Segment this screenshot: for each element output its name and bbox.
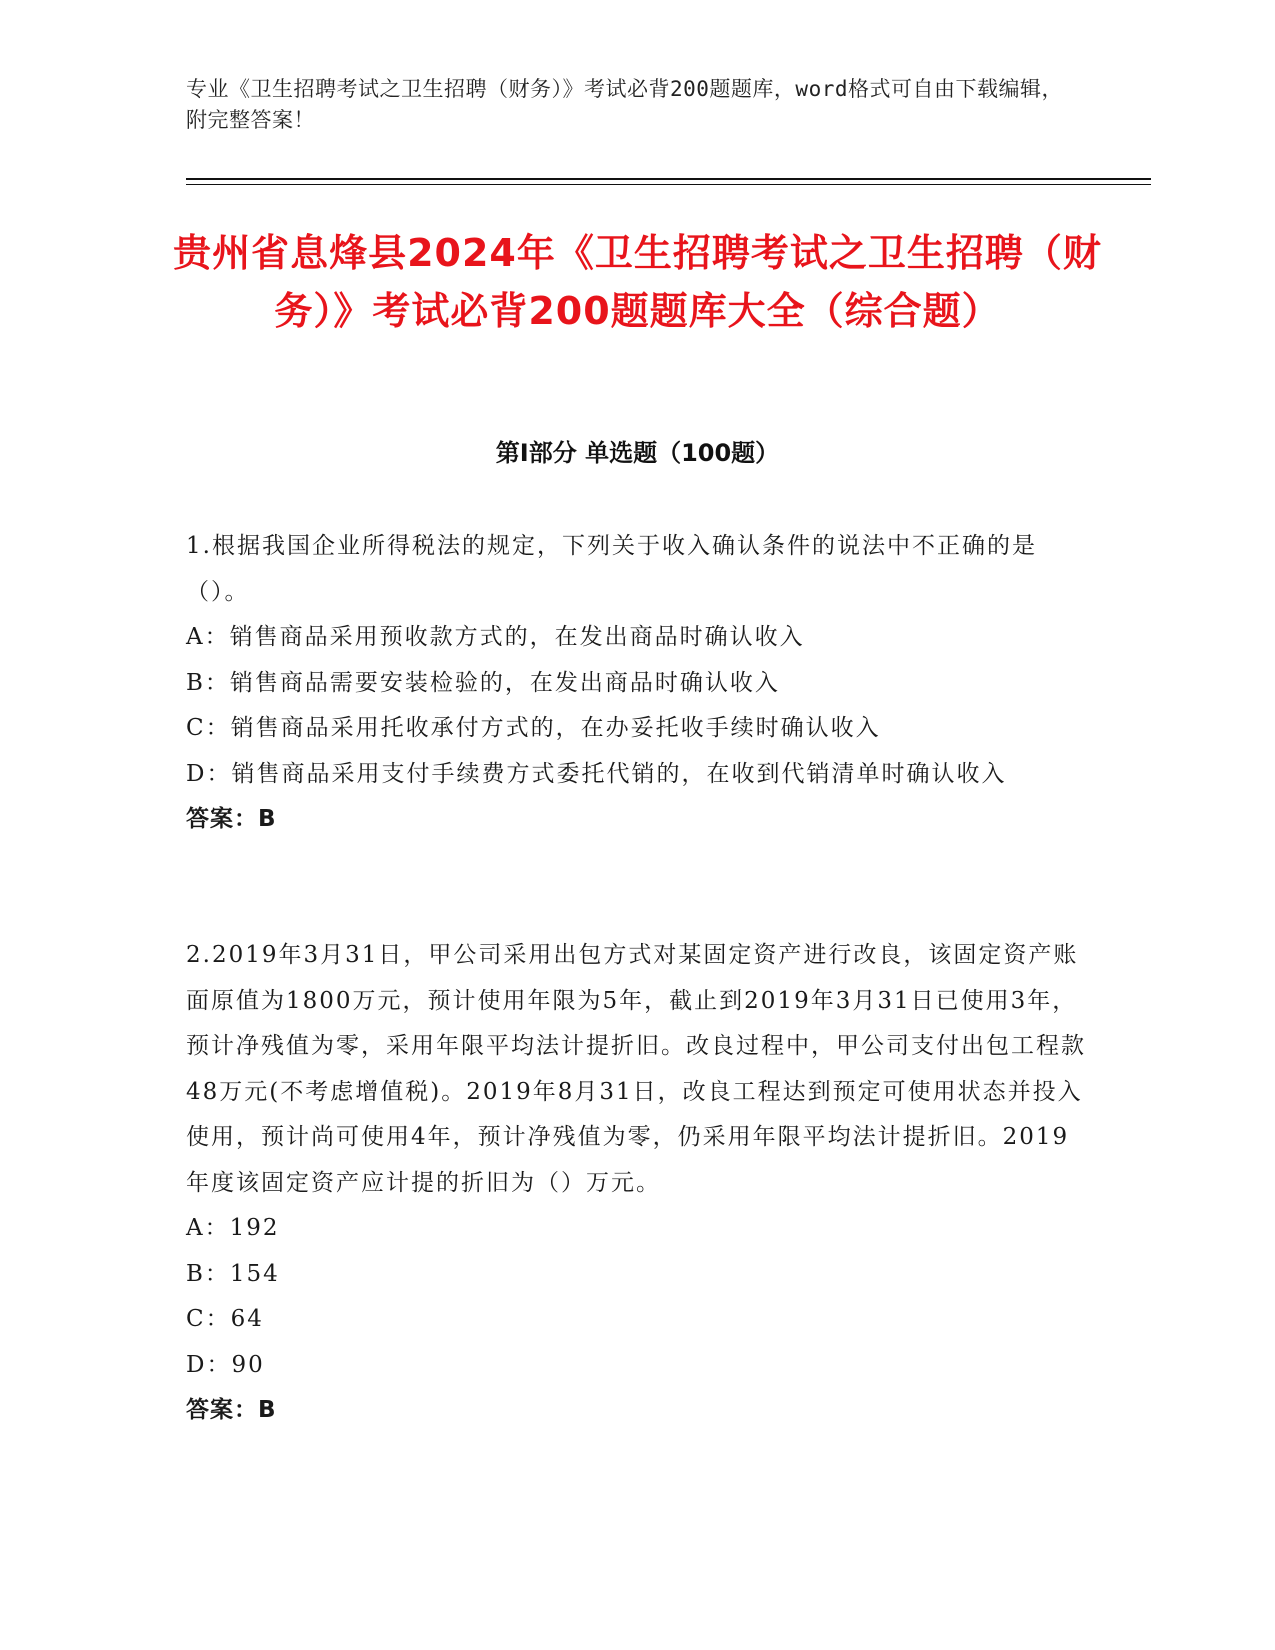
question-stem: 1.根据我国企业所得税法的规定，下列关于收入确认条件的说法中不正确的是（）。	[186, 533, 1037, 605]
question-stem: 2.2019年3月31日，甲公司采用出包方式对某固定资产进行改良，该固定资产账面原值为1800万元，预计使用年限为5年，截止到2019年3月31日已使用3年，预计净残值为零，采用年限平均法计提折旧。改良过程中，甲公司支付出包工程款48万元(不考虑增值税)。2019年8月31日，改良工程达到预定可使用状态并投入使用，预计尚可使用4年，预计净残值为零，仍采用年限平均法计提折旧。2019年度该固定资产应计提的折旧为（）万元。	[186, 942, 1086, 1196]
option-b: B：154	[186, 1260, 280, 1287]
option-c: C：销售商品采用托收承付方式的，在办妥托收手续时确认收入	[186, 715, 881, 741]
header-note: 专业《卫生招聘考试之卫生招聘（财务）》考试必背200题题库，word格式可自由下载编辑，附完整答案！	[186, 77, 1063, 132]
header-divider-thick	[186, 178, 1151, 180]
section-title: 第I部分 单选题（100题）	[495, 439, 780, 467]
option-a: A：销售商品采用预收款方式的，在发出商品时确认收入	[186, 624, 805, 650]
header-divider-thin	[186, 184, 1151, 185]
option-d: D：90	[186, 1351, 265, 1378]
question-1	[186, 524, 1086, 843]
option-d: D：销售商品采用支付手续费方式委托代销的，在收到代销清单时确认收入	[186, 760, 1007, 787]
question-2	[186, 933, 1086, 1434]
document-title: 贵州省息烽县2024年《卫生招聘考试之卫生招聘（财务）》考试必背200题题库大全（综合题）	[173, 231, 1102, 333]
answer: 答案：B	[186, 806, 277, 832]
option-a: A：192	[186, 1215, 280, 1241]
answer: 答案：B	[186, 1397, 277, 1423]
option-c: C：64	[186, 1306, 264, 1332]
option-b: B：销售商品需要安装检验的，在发出商品时确认收入	[186, 669, 780, 696]
